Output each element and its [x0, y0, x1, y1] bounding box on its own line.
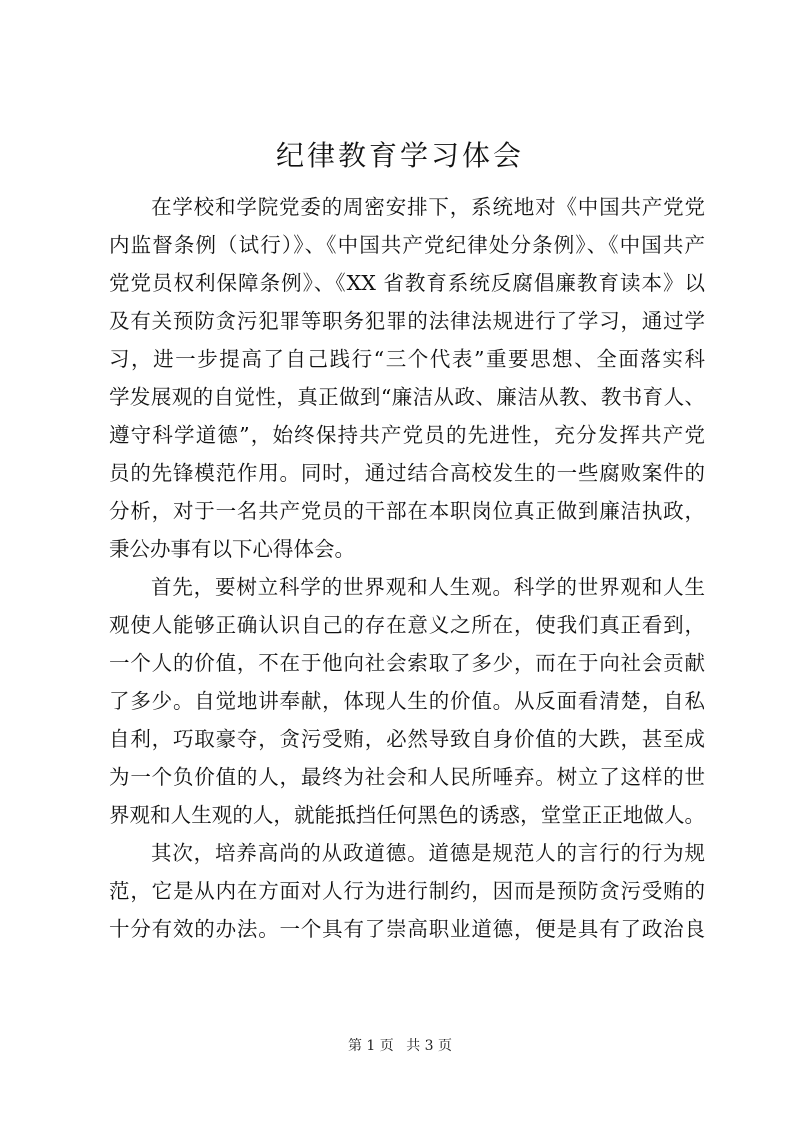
text-line: 党党员权利保障条例》、《XX 省教育系统反腐倡廉教育读本》以 — [109, 271, 705, 295]
page-number: 第 1 页 — [347, 1038, 394, 1054]
text-line: 一个人的价值，不在于他向社会索取了多少，而在于向社会贡献 — [109, 651, 705, 675]
text-line: 及有关预防贪污犯罪等职务犯罪的法律法规进行了学习，通过学 — [109, 309, 705, 333]
text-line: 其次，培养高尚的从政道德。道德是规范人的言行的行为规 — [151, 841, 705, 865]
document-body — [109, 188, 705, 948]
text-line: 在学校和学院党委的周密安排下，系统地对《中国共产党党 — [151, 195, 705, 219]
text-line: 界观和人生观的人，就能抵挡任何黑色的诱惑，堂堂正正地做人。 — [109, 803, 705, 827]
text-line: 内监督条例（试行）》、《中国共产党纪律处分条例》、《中国共产 — [109, 233, 705, 257]
text-line: 了多少。自觉地讲奉献，体现人生的价值。从反面看清楚，自私 — [109, 689, 705, 713]
text-line: 观使人能够正确认识自己的存在意义之所在，使我们真正看到， — [109, 613, 705, 637]
page-footer — [0, 1036, 800, 1056]
page-total: 共 3 页 — [406, 1038, 453, 1054]
text-line: 遵守科学道德”，始终保持共产党员的先进性，充分发挥共产党 — [109, 423, 705, 447]
text-line: 分析，对于一名共产党员的干部在本职岗位真正做到廉洁执政， — [109, 499, 705, 523]
text-line: 首先，要树立科学的世界观和人生观。科学的世界观和人生 — [151, 575, 705, 599]
document-title: 纪律教育学习体会 — [275, 139, 524, 172]
text-line: 学发展观的自觉性，真正做到“廉洁从政、廉洁从教、教书育人、 — [109, 385, 705, 409]
text-line: 为一个负价值的人，最终为社会和人民所唾弃。树立了这样的世 — [109, 765, 705, 789]
text-line: 范，它是从内在方面对人行为进行制约，因而是预防贪污受贿的 — [109, 879, 705, 903]
text-line: 十分有效的办法。一个具有了崇高职业道德，便是具有了政治良 — [109, 917, 705, 941]
text-line: 秉公办事有以下心得体会。 — [109, 537, 355, 561]
text-line: 员的先锋模范作用。同时，通过结合高校发生的一些腐败案件的 — [109, 461, 705, 485]
text-line: 自利，巧取豪夺，贪污受贿，必然导致自身价值的大跌，甚至成 — [109, 727, 705, 751]
text-line: 习，进一步提高了自己践行“三个代表”重要思想、全面落实科 — [109, 347, 705, 371]
